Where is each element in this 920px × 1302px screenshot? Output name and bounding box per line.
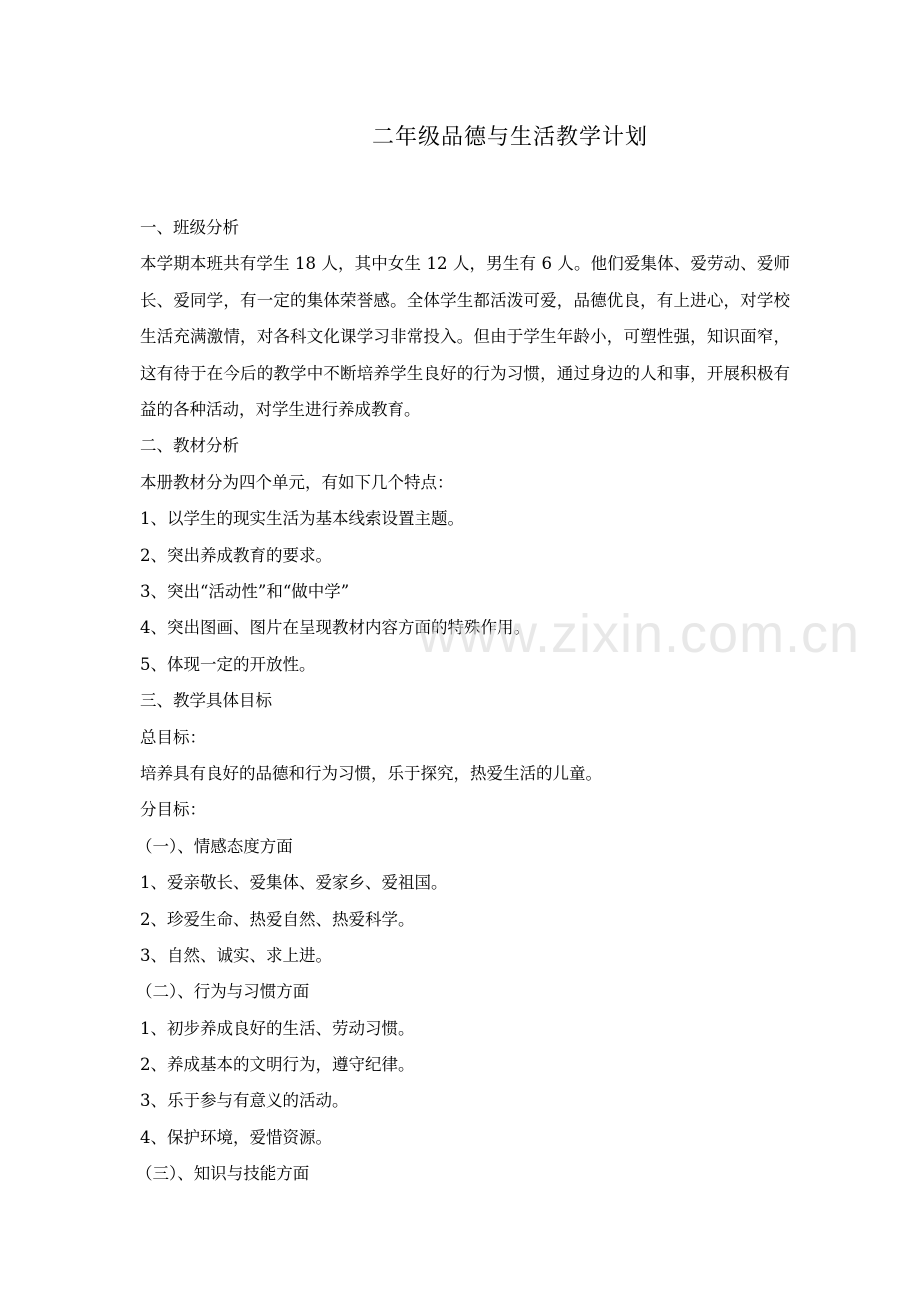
list-item: 2、突出养成教育的要求。 — [140, 545, 332, 565]
heading-class-analysis: 一、班级分析 — [140, 218, 239, 237]
list-item: 4、突出图画、图片在呈现教材内容方面的特殊作用。 — [140, 618, 530, 638]
list-item: 3、自然、诚实、求上进。 — [140, 945, 332, 965]
paragraph-class-analysis: 本学期本班共有学生 18 人，其中女生 12 人，男生有 6 人。他们爱集体、爱劳动、爱师长、爱同学，有一定的集体荣誉感。全体学生都活泼可爱，品德优良，有上进心，对学校生活充满激情，对各科文化课学习非常投入。但由于学生年龄小，可塑性强，知识面窄，这有待于在今后的教学中不断培养学生良好的行为习惯，通过身边的人和事，开展积极有益的各种活动，对学生进行养成教育。 — [140, 254, 790, 420]
list-item: 1、以学生的现实生活为基本线索设置主题。 — [140, 509, 464, 529]
subheading-sub-goals: 分目标： — [140, 800, 206, 820]
subheading-overall-goal: 总目标： — [140, 727, 206, 747]
list-item: 3、乐于参与有意义的活动。 — [140, 1091, 349, 1111]
page-title: 二年级品德与生活教学计划 — [371, 125, 648, 150]
list-item: 1、爱亲敬长、爱集体、爱家乡、爱祖国。 — [140, 873, 448, 893]
subheading-knowledge-skills: （三）、知识与技能方面 — [136, 1164, 310, 1184]
subheading-behavior-habits: （二）、行为与习惯方面 — [136, 982, 310, 1002]
document-body — [136, 210, 790, 1193]
paragraph-overall-goal: 培养具有良好的品德和行为习惯，乐于探究，热爱生活的儿童。 — [140, 763, 602, 783]
list-item: 2、珍爱生命、热爱自然、热爱科学。 — [140, 909, 415, 929]
list-item: 3、突出“活动性”和“做中学” — [140, 581, 350, 601]
watermark: www.zixin.com.cn — [418, 604, 861, 664]
list-item: 2、养成基本的文明行为，遵守纪律。 — [140, 1055, 415, 1075]
list-item: 4、保护环境，爱惜资源。 — [140, 1127, 332, 1147]
paragraph-textbook-intro: 本册教材分为四个单元，有如下几个特点： — [140, 472, 454, 492]
subheading-emotion-attitude: （一）、情感态度方面 — [136, 836, 293, 856]
list-item: 1、初步养成良好的生活、劳动习惯。 — [140, 1018, 415, 1038]
list-item: 5、体现一定的开放性。 — [140, 654, 316, 674]
heading-teaching-goals: 三、教学具体目标 — [140, 691, 272, 711]
heading-textbook-analysis: 二、教材分析 — [140, 436, 239, 456]
